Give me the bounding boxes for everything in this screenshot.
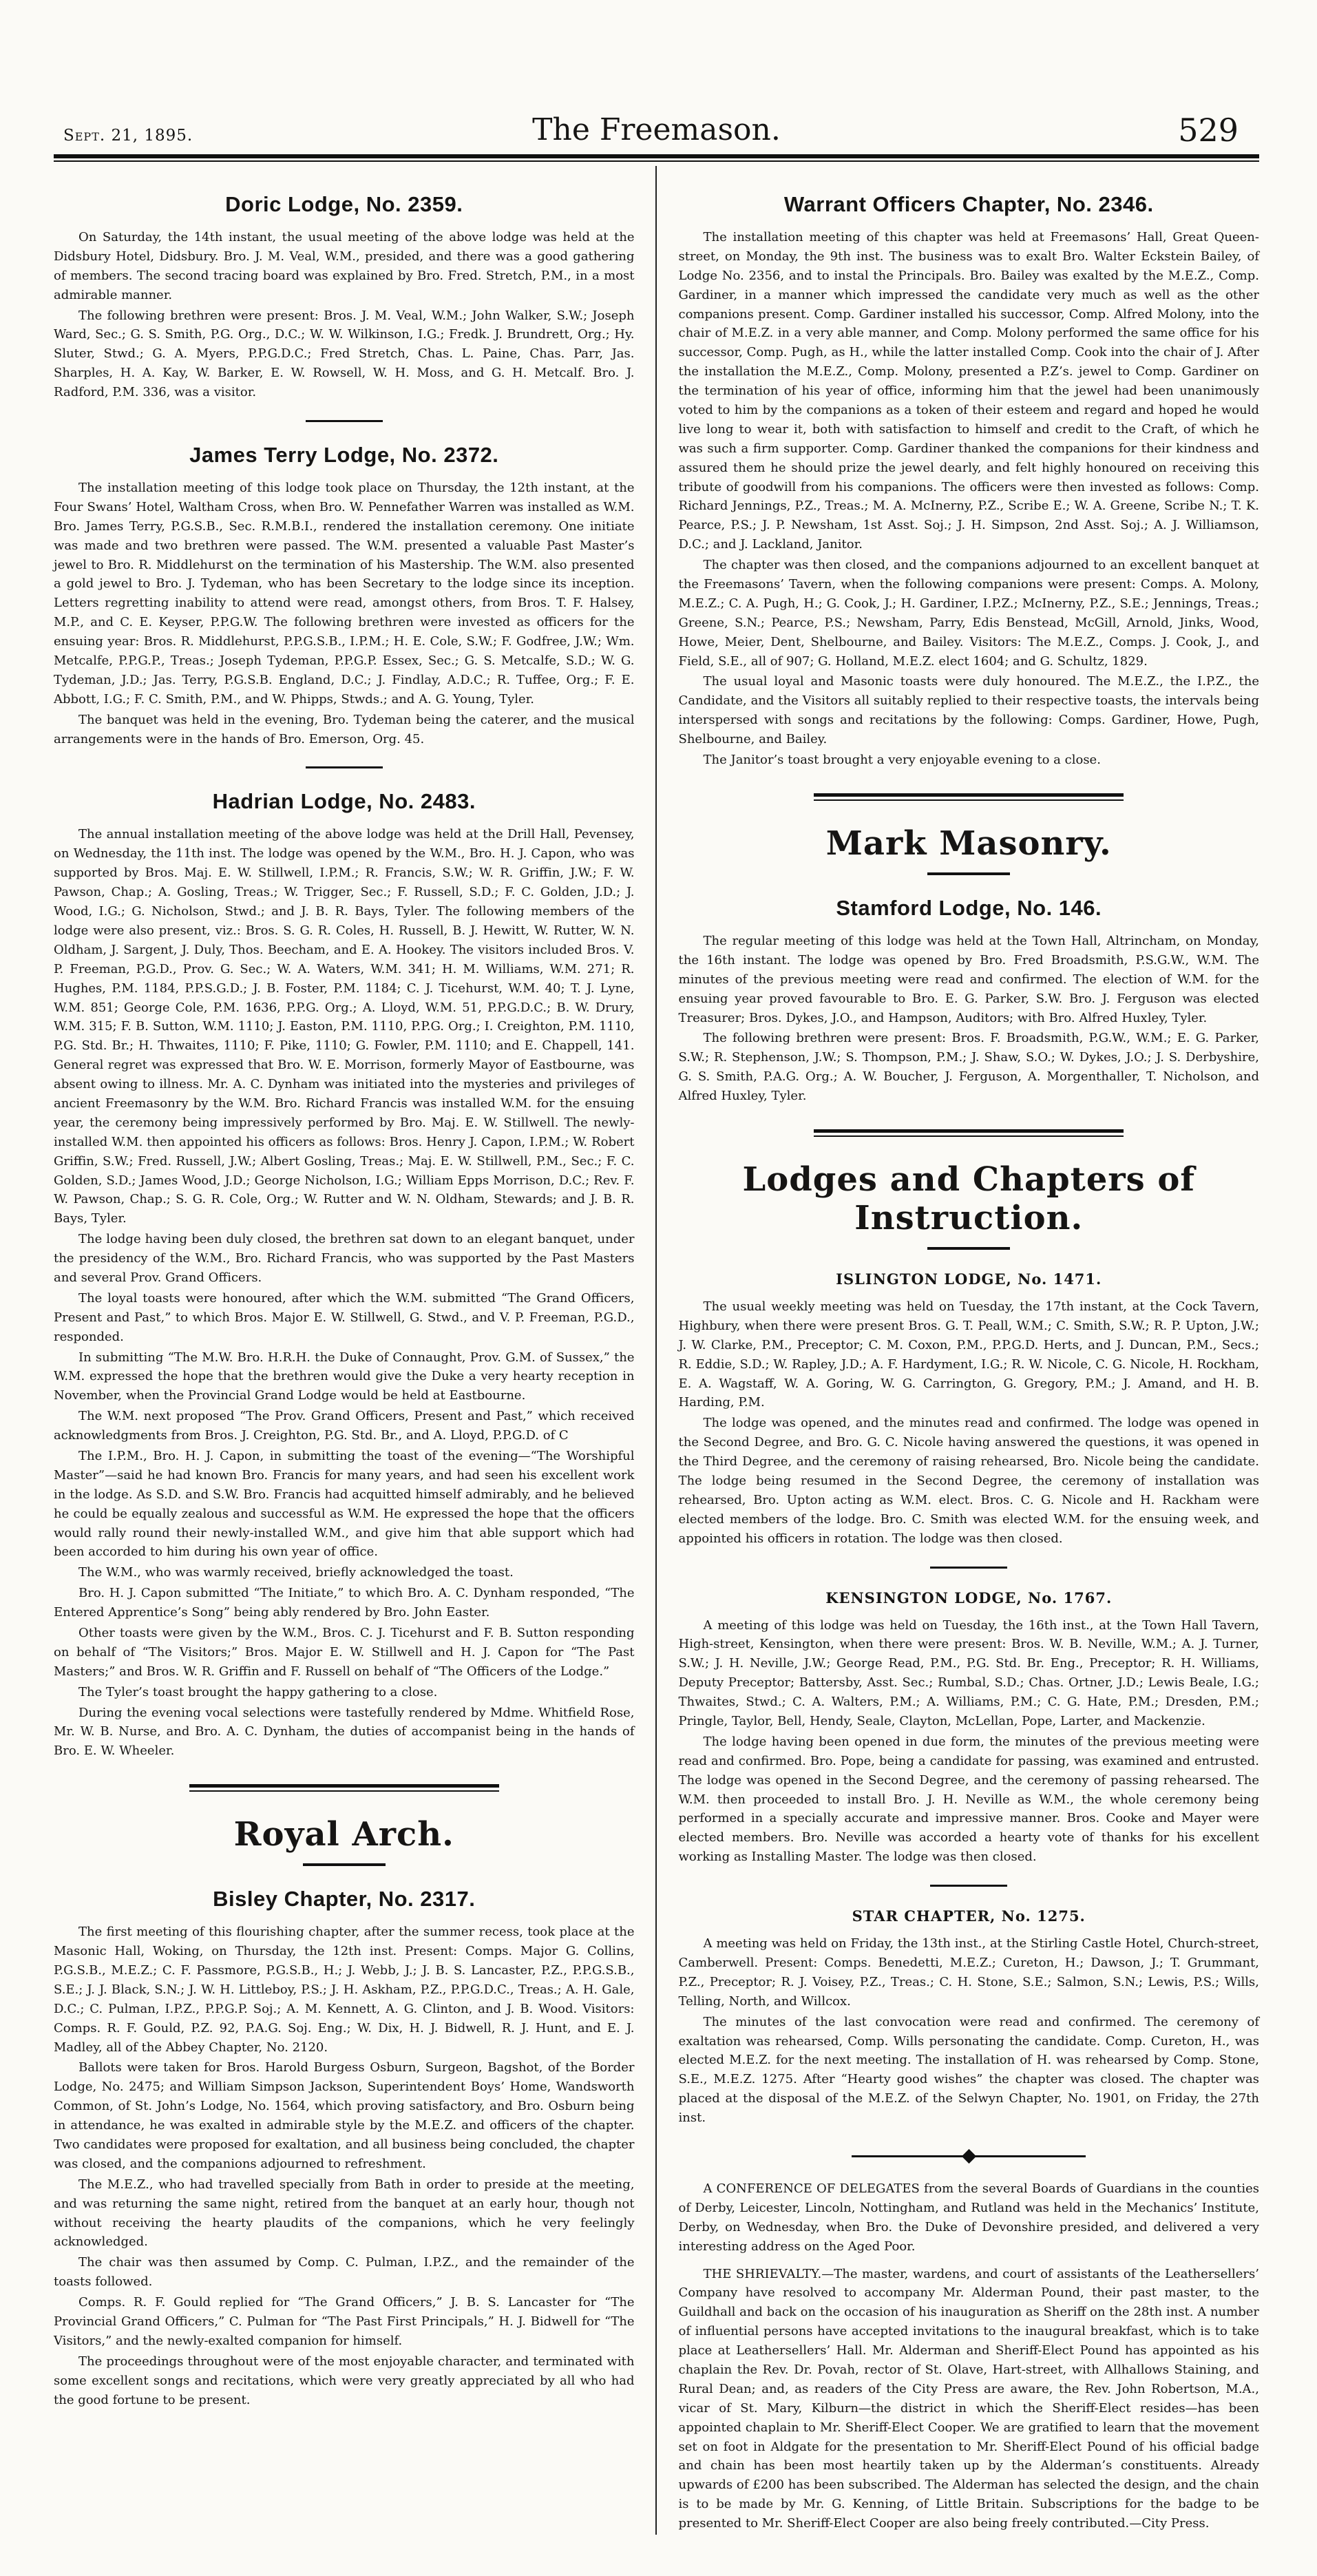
- paragraph: The loyal toasts were honoured, after which the W.M. submitted “The Grand Officers, Present and Past,” to which Bros. Major E. W. Stillwell, G. Stwd., and V. P. Freeman, P.G.D., responded.: [54, 1290, 635, 1344]
- paragraph: The chapter was then closed, and the companions adjourned to an excellent banquet at the Freemasons’ Tavern, when the following companions were present: Comps. A. Molony, M.E.Z.; C. A. Pugh, H.; G. Cook, J.; H. Gardiner, I.P.Z.; McInerny, P.Z., S.E.; Jennings, Treas.; Greene, S.N.; Pearce, P.S.; Newsham, Parry, Edis Benstead, McGill, Arnold, Jinks, Wood, Howe, Meier, Dent, Shelbourne, and Bailey. Visitors: The M.E.Z., Comps. J. Cook, J., and Field, S.E., all of 907; G. Holland, M.E.Z. elect 1604; and G. Schultz, 1829.: [678, 558, 1259, 669]
- paragraph-shrievalty: THE SHRIEVALTY.—The master, wardens, and court of assistants of the Leathersellers’ Company have resolved to accompany Mr. Alderman Pound, their past master, to the Guildhall and back on the occasion of his inauguration as Sheriff on the 28th inst. A number of influential persons have accepted invitations to the inaugural breakfast, which is to take place at Leathersellers’ Hall. Mr. Alderman and Sheriff-Elect Pound has appointed as his chaplain the Rev. Dr. Povah, rector of St. Olave, Hart-street, with Allhallows Staining, and Rural Dean; and, as readers of the City Press are aware, the Rev. John Robertson, M.A., vicar of St. Mary, Kilburn—the district in which the Sheriff-Elect resides—has been appointed chaplain to Mr. Sheriff-Elect Cooper. We are gratified to learn that the movement set on foot in Aldgate for the presentation to Mr. Sheriff-Elect Pound of his official badge and chain has been most heartily taken up by the Alderman’s constituents. Already upwards of £200 has been subscribed. The Alderman has selected the design, and the chain is to be made by Mr. G. Kenning, of Little Britain. Subscriptions for the badge to be presented to Mr. Sheriff-Elect Cooper are also being freely contributed.—City Press.: [678, 2266, 1259, 2531]
- issue-date: Sept. 21, 1895.: [63, 127, 193, 145]
- article-divider: [306, 420, 383, 422]
- masthead: [54, 25, 1259, 147]
- article-title-hadrian: Hadrian Lodge, No. 2483.: [212, 789, 476, 814]
- article-title-warrant-officers: Warrant Officers Chapter, No. 2346.: [783, 192, 1154, 216]
- paragraph-conference: A CONFERENCE OF DELEGATES from the several Boards of Guardians in the counties of Derby, Leicester, Lincoln, Nottingham, and Rutland was held in the Mechanics’ Institute, Derby, on Wednesday, when Bro. the Duke of Devonshire presided, and delivered a very interesting address on the Aged Poor.: [678, 2181, 1259, 2254]
- paragraph: The M.E.Z., who had travelled specially from Bath in order to preside at the meeting, and was returning the same night, retired from the banquet at an early hour, though not without receiving the hearty plaudits of the companions, which he very feelingly acknowledged.: [54, 2177, 635, 2250]
- article-divider: [306, 766, 383, 768]
- paragraph: Bro. H. J. Capon submitted “The Initiate,” to which Bro. A. C. Dynham responded, “The Entered Apprentice’s Song” being ably rendered by Bro. John Easter.: [54, 1586, 635, 1620]
- masthead-rule: [54, 154, 1259, 162]
- paragraph: The following brethren were present: Bros. F. Broadsmith, P.G.W., W.M.; E. G. Parker, S.W.; R. Stephenson, J.W.; S. Thompson, P.M.; J. Shaw, S.O.; W. Dykes, J.O.; J. S. Derbyshire, G. S. Smith, P.A.G. Org.; A. W. Boucher, J. Ferguson, A. Morgenthaller, T. Nicholson, and Alfred Huxley, Tyler.: [678, 1031, 1259, 1104]
- paragraph: The I.P.M., Bro. H. J. Capon, in submitting the toast of the evening—“The Worshipful Master”—said he had known Bro. Francis for many years, and had seen his excellent work in the lodge. As S.D. and S.W. Bro. Francis had acquitted himself admirably, and he believed he could be equally zealous and successful as W.M. He expressed the hope that the officers would rally round their newly-installed W.M., and give him that able support which had been accorded to him during his own year of office.: [54, 1448, 635, 1560]
- paragraph: The usual loyal and Masonic toasts were duly honoured. The M.E.Z., the I.P.Z., the Candidate, and the Visitors all suitably replied to their respective toasts, the intervals being interspersed with songs and recitations by the following: Comps. Gardiner, Howe, Pugh, Shelbourne, and Bailey.: [678, 674, 1259, 747]
- section-header-mark-masonry: Mark Masonry.: [825, 824, 1112, 863]
- right-column: [657, 166, 1260, 2535]
- section-divider: [814, 1129, 1124, 1137]
- paragraph: The lodge having been duly closed, the brethren sat down to an elegant banquet, under the presidency of the W.M., Bro. Richard Francis, who was supported by the Past Masters and several Prov. Grand Officers.: [54, 1232, 635, 1285]
- paragraph: The lodge having been opened in due form, the minutes of the previous meeting were read and confirmed. Bro. Pope, being a candidate for passing, was examined and entrusted. The lodge was opened in the Second Degree, and the ceremony of passing rehearsed. The W.M. then proceeded to install Bro. J. H. Neville as W.M., the whole ceremony being performed in a specially accurate and impressive manner. Bros. Cooke and Mayer were elected members. Bro. Neville was accorded a hearty vote of thanks for his excellent working as Installing Master. The lodge was then closed.: [678, 1734, 1259, 1865]
- paragraph: The chair was then assumed by Comp. C. Pulman, I.P.Z., and the remainder of the toasts followed.: [54, 2255, 635, 2290]
- paragraph: The first meeting of this flourishing chapter, after the summer recess, took place at the Masonic Hall, Woking, on Thursday, the 12th inst. Present: Comps. Major G. Collins, P.G.S.B., M.E.Z.; C. F. Passmore, P.G.S.B., H.; J. Webb, J.; J. B. S. Lancaster, P.Z., P.P.G.S.B., S.E.; J. J. Black, S.N.; J. W. H. Littleboy, P.S.; J. H. Askham, P.Z., P.P.G.D.C., Treas.; A. H. Gale, D.C.; C. Pulman, I.P.Z., P.P.G.P. Soj.; A. M. Kennett, A. G. Clinton, and J. B. Wood. Visitors: Comps. R. F. Gould, P.Z. 92, P.A.G. Soj. Eng.; W. Dix, H. J. Bidwell, R. J. Hunt, and E. J. Madley, all of the Abbey Chapter, No. 2120.: [54, 1925, 635, 2055]
- article-title-bisley: Bisley Chapter, No. 2317.: [213, 1887, 476, 1912]
- paragraph: Comps. R. F. Gould replied for “The Grand Officers,” J. B. S. Lancaster for “The Provincial Grand Officers,” C. Pulman for “The Past First Principals,” H. J. Bidwell for “The Visitors,” and the newly-exalted companion for himself.: [54, 2295, 635, 2348]
- section-divider: [814, 793, 1124, 801]
- paragraph: The proceedings throughout were of the most enjoyable character, and terminated with some excellent songs and recitations, which were very greatly appreciated by all who had the good fortune to be present.: [54, 2354, 635, 2407]
- paragraph: A meeting was held on Friday, the 13th inst., at the Stirling Castle Hotel, Church-street, Camberwell. Present: Comps. Benedetti, M.E.Z.; Cureton, H.; Dawson, J.; T. Grummant, P.Z., Preceptor; R. J. Voisey, P.Z., Treas.; C. H. Stone, S.E.; Salmon, S.N.; Lewis, P.S.; Wills, Telling, North, and Willcox.: [678, 1936, 1259, 2009]
- article-title-doric: Doric Lodge, No. 2359.: [225, 192, 463, 216]
- left-column: [54, 166, 657, 2535]
- paragraph: The installation meeting of this lodge took place on Thursday, the 12th instant, at the Four Swans’ Hotel, Waltham Cross, when Bro. W. Pennefather Warren was installed as W.M. Bro. James Terry, P.G.S.B., Sec. R.M.B.I., rendered the installation ceremony. One initiate was made and two brethren were passed. The W.M. presented a valuable Past Master’s jewel to Bro. R. Middlehurst on the termination of his Mastership. The W.M. also presented a gold jewel to Bro. J. Tydeman, who has been Secretary to the lodge since its inception. Letters regretting inability to attend were read, amongst others, from Bros. T. F. Halsey, M.P., and C. E. Keyser, P.P.G.W. The following brethren were invested as officers for the ensuing year: Bros. R. Middlehurst, P.P.G.S.B., I.P.M.; H. E. Cole, S.W.; F. Godfree, J.W.; Wm. Metcalfe, P.P.G.P., Treas.; Joseph Tydeman, P.P.G.P. Essex, Sec.; G. S. Metcalfe, S.D.; W. G. Tydeman, J.D.; Jas. Terry, P.G.S.B. England, D.C.; J. Findlay, A.D.C.; R. Tuffee, Org.; F. E. Abbott, I.G.; F. C. Smith, P.M., and W. Phipps, Stwds.; and A. G. Young, Tyler.: [54, 481, 635, 706]
- paragraph: The annual installation meeting of the above lodge was held at the Drill Hall, Pevensey, on Wednesday, the 11th inst. The lodge was opened by the W.M., Bro. H. J. Capon, who was supported by Bros. Maj. E. W. Stillwell, I.P.M.; R. Francis, S.W.; W. R. Griffin, J.W.; F. W. Pawson, Chap.; A. Gosling, Treas.; W. Trigger, Sec.; F. Russell, S.D.; F. C. Golden, J.D.; J. Wood, I.G.; G. Nicholson, Stwd.; and J. B. R. Bays, Tyler. The following members of the lodge were also present, viz.: Bros. S. G. R. Coles, H. Russell, B. J. Hewitt, W. Rutter, W. N. Oldham, J. Sargent, J. Duly, Thos. Beecham, and E. A. Hookey. The visitors included Bros. V. P. Freeman, P.G.D., Prov. G. Sec.; W. A. Waters, W.M. 341; H. M. Williams, W.M. 271; R. Hughes, P.M. 1184, P.P.S.G.D.; J. B. Foster, P.M. 1184; C. J. Ticehurst, W.M. 40; T. J. Lyne, W.M. 851; George Cole, P.M. 1636, P.P.G. Org.; A. Lloyd, W.M. 51, P.P.G.D.C.; B. W. Drury, W.M. 315; F. B. Sutton, W.M. 1110; J. Easton, P.M. 1110, P.P.G. Org.; I. Creighton, P.M. 1110, P.G. Std. Br.; H. Thwaites, 1110; F. Pike, 1110; G. Fowler, P.M. 1110; and E. Chappell, 141. General regret was expressed that Bro. W. E. Morrison, formerly Mayor of Eastbourne, was absent owing to illness. Mr. A. C. Dynham was initiated into the mysteries and privileges of ancient Freemasonry by the W.M. Bro. Richard Francis was installed W.M. for the ensuing year, the ceremony being impressively performed by Bro. Maj. E. W. Stillwell. The newly-installed W.M. then appointed his officers as follows: Bros. Henry J. Capon, I.P.M.; W. Robert Griffin, S.W.; Fred. Russell, J.W.; Albert Gosling, Treas.; Maj. E. W. Stillwell, P.M., Sec.; F. C. Golden, S.D.; James Wood, J.D.; George Nicholson, I.G.; William Epps Morrison, D.C.; Rev. F. W. Pawson, Chap.; S. G. R. Cole, Org.; W. Rutter and W. N. Oldham, Stewards; and J. B. R. Bays, Tyler.: [54, 827, 635, 1226]
- section-header-rule: [927, 1247, 1010, 1250]
- article-divider: [930, 1567, 1007, 1569]
- paragraph: The Janitor’s toast brought a very enjoyable evening to a close.: [703, 753, 1101, 768]
- article-title-islington: ISLINGTON LODGE, No. 1471.: [836, 1270, 1102, 1288]
- section-header-rule: [303, 1863, 386, 1866]
- section-header-royal-arch: Royal Arch.: [233, 1815, 454, 1854]
- paragraph: The lodge was opened, and the minutes read and confirmed. The lodge was opened in the Second Degree, and Bro. G. C. Nicole having answered the questions, it was opened in the Third Degree, and the ceremony of raising rehearsed, Bro. Nicole being the candidate. The lodge being resumed in the Second Degree, the ceremony of installation was rehearsed, Bro. Upton acting as W.M. elect. Bros. C. G. Nicole and H. Rackham were elected members of the lodge. Bro. C. Smith was elected W.M. for the ensuing week, and appointed his officers in rotation. The lodge was then closed.: [678, 1416, 1259, 1546]
- paragraph: Other toasts were given by the W.M., Bros. C. J. Ticehurst and F. B. Sutton responding on behalf of “The Visitors;” Bros. Major E. W. Stillwell and H. J. Capon for “The Past Masters;” and Bros. W. R. Griffin and F. Russell on behalf of “The Officers of the Lodge.”: [54, 1626, 635, 1679]
- section-header-instruction: Lodges and Chapters of Instruction.: [742, 1160, 1196, 1237]
- paragraph: The usual weekly meeting was held on Tuesday, the 17th instant, at the Cock Tavern, Highbury, when there were present Bros. G. T. Peall, W.M.; C. Smith, S.W.; R. P. Upton, J.W.; J. W. Clarke, P.M., Preceptor; C. M. Coxon, P.M., P.P.G.D. Herts, and J. Duncan, P.M., Secs.; R. Eddie, S.D.; W. Rapley, J.D.; A. F. Hardyment, I.G.; R. W. Nicole, C. G. Nicole, H. Rockham, E. A. Wagstaff, W. A. Goring, W. G. Carrington, G. Gregory, P.M.; J. Amand, and H. B. Harding, P.M.: [678, 1299, 1259, 1410]
- columns: [54, 166, 1259, 2535]
- article-title-james-terry: James Terry Lodge, No. 2372.: [189, 443, 499, 468]
- paragraph: The Tyler’s toast brought the happy gathering to a close.: [78, 1684, 438, 1699]
- paragraph: The regular meeting of this lodge was held at the Town Hall, Altrincham, on Monday, the 16th instant. The lodge was opened by Bro. Fred Broadsmith, P.S.G.W., W.M. The minutes of the previous meeting were read and confirmed. The election of W.M. for the ensuing year proved favourable to Bro. E. G. Parker, S.W. Bro. J. Ferguson was elected Treasurer; Bros. Dykes, J.O., and Hampson, Auditors; with Bro. Alfred Huxley, Tyler.: [678, 933, 1259, 1025]
- paragraph: During the evening vocal selections were tastefully rendered by Mdme. Whitfield Rose, Mr. W. B. Nurse, and Bro. A. C. Dynham, the duties of accompanist being in the hands of Bro. E. W. Wheeler.: [54, 1705, 635, 1759]
- paragraph: In submitting “The M.W. Bro. H.R.H. the Duke of Connaught, Prov. G.M. of Sussex,” the W.M. expressed the hope that the brethren would give the Duke a very hearty reception in November, when the Provincial Grand Lodge would be held at Eastbourne.: [54, 1350, 635, 1403]
- paragraph: The minutes of the last convocation were read and confirmed. The ceremony of exaltation was rehearsed, Comp. Wills personating the candidate. Comp. Cureton, H., was elected M.E.Z. for the next meeting. The installation of H. was rehearsed by Comp. Stone, S.E., M.E.Z. 1275. After “Hearty good wishes” the chapter was closed. The chapter was placed at the disposal of the M.E.Z. of the Selwyn Chapter, No. 1901, on Friday, the 27th inst.: [678, 2014, 1259, 2126]
- paragraph: A meeting of this lodge was held on Tuesday, the 16th inst., at the Town Hall Tavern, High-street, Kensington, when there were present: Bros. W. B. Neville, W.M.; A. J. Turner, S.W.; J. H. Neville, J.W.; George Read, P.M., P.G. Std. Br. Eng., Preceptor; R. H. Williams, Deputy Preceptor; Battersby, Asst. Sec.; Rumbal, S.D.; Chas. Ortner, J.D.; Lewis Beale, I.G.; Thwaites, Stwd.; C. A. Walters, P.M.; A. Williams, P.M.; C. G. Hate, P.M.; Dresden, P.M.; Pringle, Taylor, Bell, Hendy, Seale, Clayton, McLellan, Pope, Larter, and Mackenzie.: [678, 1617, 1259, 1728]
- paragraph: The W.M., who was warmly received, briefly acknowledged the toast.: [78, 1565, 514, 1580]
- paragraph: The installation meeting of this chapter was held at Freemasons’ Hall, Great Queen-street, on Monday, the 9th inst. The business was to exalt Bro. Walter Eckstein Bailey, of Lodge No. 2356, and to instal the Principals. Bro. Bailey was exalted by the M.E.Z., Comp. Gardiner, in a manner which impressed the candidate very much as well as the other companions present. Comp. Gardiner installed his successor, Comp. Alfred Molony, into the chair of M.E.Z. in a very able manner, and Comp. Molony performed the same office for his successor, Comp. Pugh, as H., while the latter installed Comp. Cook into the chair of J. After the installation the M.E.Z., Comp. Molony, presented a P.Z’s. jewel to Comp. Gardiner on the termination of his year of office, informing him that the jewel had been unanimously voted to him by the companions as a token of their esteem and regard and hoped he would live long to wear it, both with satisfaction to himself and credit to the Craft, of which he was such a firm supporter. Comp. Gardiner thanked the companions for their kindness and assured them he should prize the jewel dearly, and felt highly honoured on receiving this tribute of goodwill from his companions. The officers were then invested as follows: Comp. Richard Jennings, P.Z., Treas.; M. A. McInerny, P.Z., Scribe E.; W. A. Greene, Scribe N.; T. K. Pearce, P.S.; J. P. Newsham, 1st Asst. Soj.; J. H. Simpson, 2nd Asst. Soj.; A. J. Williamson, D.C.; and J. Lackland, Janitor.: [678, 230, 1259, 552]
- paragraph: On Saturday, the 14th instant, the usual meeting of the above lodge was held at the Didsbury Hotel, Didsbury. Bro. J. M. Veal, W.M., presided, and there was a good gathering of members. The second tracing board was explained by Bro. Fred. Stretch, P.M., in a most admirable manner.: [54, 230, 635, 302]
- paper-title: The Freemason.: [532, 112, 781, 147]
- paragraph: The following brethren were present: Bros. J. M. Veal, W.M.; John Walker, S.W.; Joseph Ward, Sec.; G. S. Smith, P.G. Org., D.C.; W. W. Wilkinson, I.G.; Fredk. J. Brundrett, Org.; Hy. Sluter, Stwd.; G. A. Myers, P.P.G.D.C.; Fred Stretch, Chas. L. Paine, Chas. Parr, Jas. Sharples, H. A. Kay, W. Barker, E. W. Rowsell, W. H. Moss, and G. H. Metcalf. Bro. J. Radford, P.M. 336, was a visitor.: [54, 308, 635, 400]
- paragraph-gap: [679, 2258, 1260, 2265]
- article-title-kensington: KENSINGTON LODGE, No. 1767.: [825, 1589, 1113, 1606]
- diamond-divider: [852, 2151, 1086, 2161]
- section-header-rule: [927, 872, 1010, 875]
- paragraph: The banquet was held in the evening, Bro. Tydeman being the caterer, and the musical arrangements were in the hands of Bro. Emerson, Org. 45.: [54, 712, 635, 746]
- paragraph: Ballots were taken for Bros. Harold Burgess Osburn, Surgeon, Bagshot, of the Border Lodge, No. 2475; and William Simpson Jackson, Superintendent Boys’ Home, Wandsworth Common, of St. John’s Lodge, No. 1564, which proving satisfactory, and Bro. Osburn being in attendance, he was exalted in admirable style by the M.E.Z. and officers of the chapter. Two candidates were proposed for exaltation, and all business being concluded, the chapter was closed, and the companions adjourned to refreshment.: [54, 2060, 635, 2171]
- article-divider: [930, 1885, 1007, 1887]
- diamond-icon: [962, 2149, 976, 2164]
- article-title-star-chapter: STAR CHAPTER, No. 1275.: [852, 1907, 1086, 1925]
- paragraph: The W.M. next proposed “The Prov. Grand Officers, Present and Past,” which received acknowledgments from Bros. J. Creighton, P.G. Std. Br., and A. Lloyd, P.P.G.D. of C: [54, 1409, 635, 1443]
- section-divider: [189, 1784, 499, 1792]
- page-number: 529: [1178, 112, 1239, 149]
- article-title-stamford: Stamford Lodge, No. 146.: [836, 895, 1102, 920]
